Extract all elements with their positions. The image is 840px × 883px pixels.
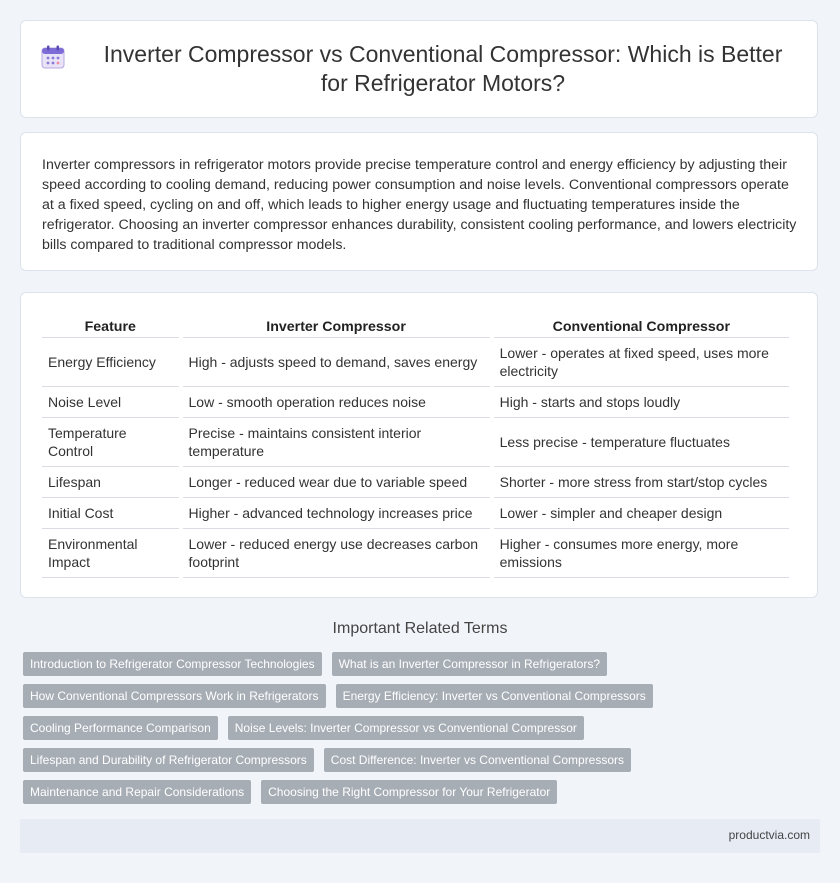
header-inverter: Inverter Compressor [183, 315, 490, 338]
inverter-cell: Longer - reduced wear due to variable speed [183, 467, 490, 498]
related-term-link[interactable]: Cost Difference: Inverter vs Conventional Compressors [324, 748, 631, 772]
feature-cell: Energy Efficiency [42, 338, 179, 387]
footer-site-link[interactable]: productvia.com [728, 828, 810, 842]
table-row [42, 467, 789, 498]
comparison-table [38, 315, 793, 578]
conventional-cell: Shorter - more stress from start/stop cycles [494, 467, 789, 498]
table-row [42, 338, 789, 387]
related-term-link[interactable]: Noise Levels: Inverter Compressor vs Conventional Compressor [228, 716, 584, 740]
feature-cell: Lifespan [42, 467, 179, 498]
related-term-link[interactable]: Introduction to Refrigerator Compressor Technologies [23, 652, 322, 676]
feature-cell: Temperature Control [42, 418, 179, 467]
related-term-link[interactable]: Lifespan and Durability of Refrigerator Compressors [23, 748, 314, 772]
table-header-row [42, 315, 789, 338]
related-term-link[interactable]: Energy Efficiency: Inverter vs Conventional Compressors [336, 684, 653, 708]
feature-cell: Initial Cost [42, 498, 179, 529]
calendar-icon [40, 44, 66, 70]
related-terms-title: Important Related Terms [332, 620, 508, 637]
comparison-card [20, 292, 818, 598]
intro-card [20, 132, 818, 271]
related-term-link[interactable]: Choosing the Right Compressor for Your Refrigerator [261, 780, 557, 804]
related-terms-list [23, 652, 823, 812]
table-row [42, 418, 789, 467]
table-row [42, 387, 789, 418]
inverter-cell: Higher - advanced technology increases price [183, 498, 490, 529]
conventional-cell: Lower - operates at fixed speed, uses more electricity [494, 338, 789, 387]
header-conventional: Conventional Compressor [494, 315, 789, 338]
table-row [42, 529, 789, 578]
conventional-cell: Lower - simpler and cheaper design [494, 498, 789, 529]
related-term-link[interactable]: Maintenance and Repair Considerations [23, 780, 251, 804]
inverter-cell: Lower - reduced energy use decreases carbon footprint [183, 529, 490, 578]
related-term-link[interactable]: Cooling Performance Comparison [23, 716, 218, 740]
related-term-link[interactable]: What is an Inverter Compressor in Refrigerators? [332, 652, 607, 676]
header-feature: Feature [42, 315, 179, 338]
feature-cell: Noise Level [42, 387, 179, 418]
inverter-cell: High - adjusts speed to demand, saves energy [183, 338, 490, 387]
related-term-link[interactable]: How Conventional Compressors Work in Refrigerators [23, 684, 326, 708]
intro-paragraph: Inverter compressors in refrigerator motors provide precise temperature control and energy efficiency by adjusting their speed according to cooling demand, reducing power consumption and noise levels. Conventional compressors operate at a fixed speed, cycling on and off, which leads to higher energy usage and fluctuating temperatures inside the refrigerator. Choosing an inverter compressor enhances durability, consistent cooling performance, and lowers electricity bills compared to traditional compressor models. [42, 157, 797, 253]
conventional-cell: Less precise - temperature fluctuates [494, 418, 789, 467]
feature-cell: Environmental Impact [42, 529, 179, 578]
inverter-cell: Precise - maintains consistent interior temperature [183, 418, 490, 467]
inverter-cell: Low - smooth operation reduces noise [183, 387, 490, 418]
footer [20, 819, 820, 853]
header-card [20, 20, 818, 118]
page-title: Inverter Compressor vs Conventional Compressor: Which is Better for Refrigerator Motors? [103, 41, 783, 96]
conventional-cell: Higher - consumes more energy, more emissions [494, 529, 789, 578]
conventional-cell: High - starts and stops loudly [494, 387, 789, 418]
table-row [42, 498, 789, 529]
